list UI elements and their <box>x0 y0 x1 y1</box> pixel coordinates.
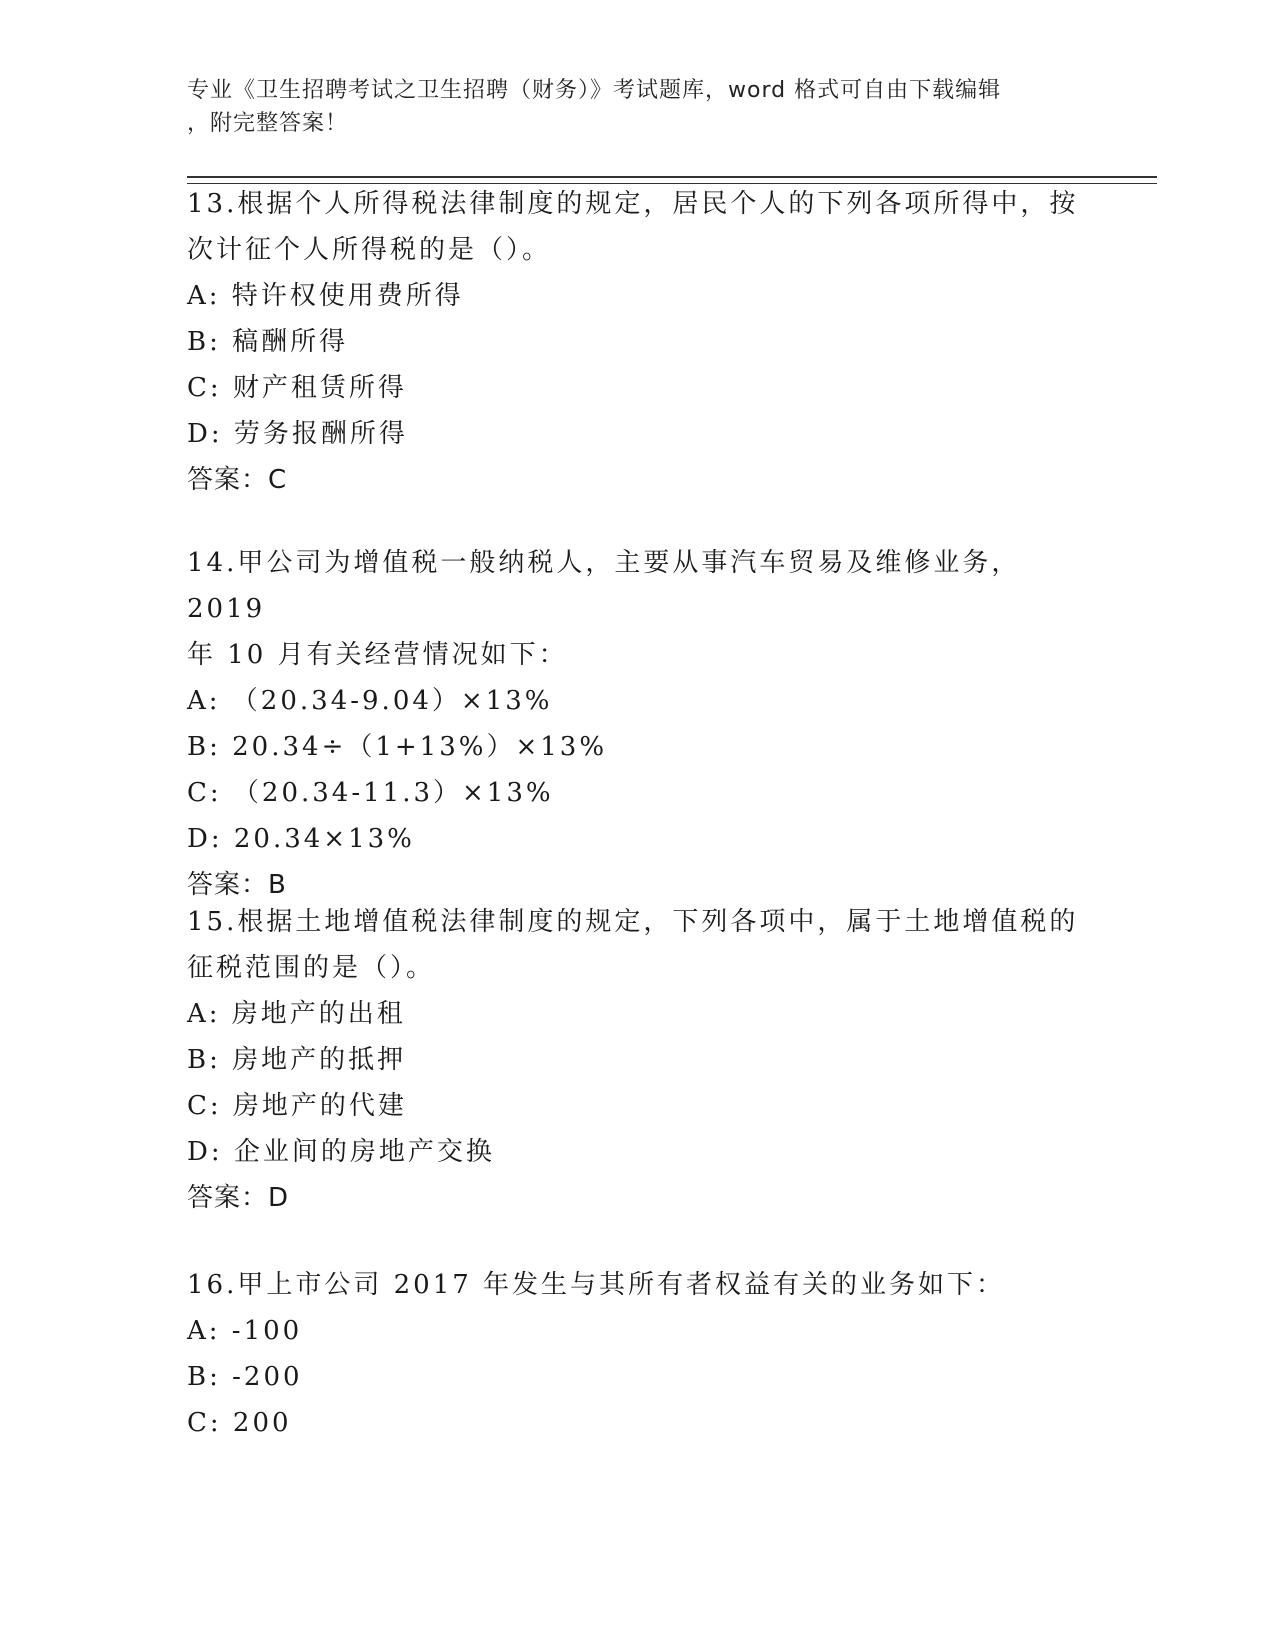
question-stem: 16.甲上市公司 2017 年发生与其所有者权益有关的业务如下： <box>187 1270 1006 1300</box>
option-d: D: 企业间的房地产交换 <box>187 1137 495 1167</box>
document-header <box>187 74 1087 140</box>
question-stem: 15.根据土地增值税法律制度的规定，下列各项中，属于土地增值税的 <box>187 907 1079 937</box>
question-16 <box>187 1262 1087 1446</box>
option-b: B: -200 <box>187 1362 303 1392</box>
header-line-2: ，附完整答案！ <box>187 111 349 136</box>
option-a: A: 房地产的出租 <box>187 999 406 1029</box>
question-stem: 14.甲公司为增值税一般纳税人，主要从事汽车贸易及维修业务，2019 <box>187 548 1021 624</box>
question-15 <box>187 899 1087 1221</box>
question-stem-continued: 次计征个人所得税的是（）。 <box>187 235 552 265</box>
option-c: C: 房地产的代建 <box>187 1091 407 1121</box>
option-b: B: 房地产的抵押 <box>187 1045 407 1075</box>
answer: 答案：B <box>187 870 287 900</box>
option-d: D: 20.34×13% <box>187 824 415 854</box>
option-c: C: 财产租赁所得 <box>187 373 407 403</box>
question-13 <box>187 181 1087 503</box>
answer: 答案：C <box>187 465 288 495</box>
option-a: A: -100 <box>187 1316 303 1346</box>
option-a: A: （20.34-9.04）×13% <box>187 686 553 716</box>
question-stem-continued: 年 10 月有关经营情况如下： <box>187 640 568 670</box>
question-stem: 13.根据个人所得税法律制度的规定，居民个人的下列各项所得中，按 <box>187 189 1079 219</box>
option-b: B: 稿酬所得 <box>187 327 349 357</box>
answer: 答案：D <box>187 1183 290 1213</box>
option-a: A: 特许权使用费所得 <box>187 281 464 311</box>
header-line-1: 专业《卫生招聘考试之卫生招聘（财务）》考试题库，word 格式可自由下载编辑 <box>187 78 1002 103</box>
question-stem-continued: 征税范围的是（）。 <box>187 953 436 983</box>
option-b: B: 20.34÷（1+13%）×13% <box>187 732 608 762</box>
option-c: C: 200 <box>187 1408 292 1438</box>
option-c: C: （20.34-11.3）×13% <box>187 778 554 808</box>
question-14 <box>187 540 1087 908</box>
option-d: D: 劳务报酬所得 <box>187 419 408 449</box>
